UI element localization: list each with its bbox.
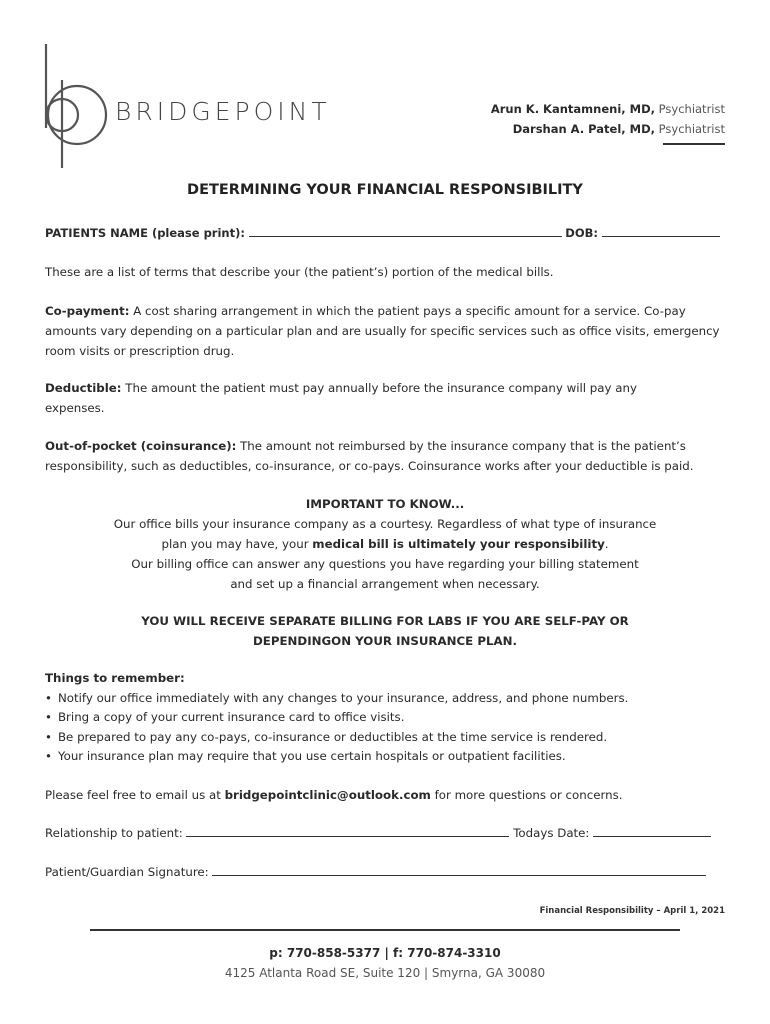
important-text: plan you may have, your [161,537,313,551]
list-item: • Be prepared to pay any co-pays, co-insurance or deductibles at the time service is rendered. [45,728,735,748]
relationship-field[interactable] [186,825,509,837]
list-item: • Your insurance plan may require that you use certain hospitals or outpatient facilities. [45,747,735,767]
dob-label: DOB: [565,226,598,240]
doctors-divider [663,143,725,145]
email-text: for more questions or concerns. [430,788,623,802]
signature-field[interactable] [212,864,706,876]
dob-field[interactable] [602,225,720,237]
patient-name-field[interactable] [249,225,562,237]
term-copayment [45,301,735,361]
doctor-name: Darshan A. Patel, MD, [512,122,656,136]
term-label: Co-payment: [45,304,130,318]
notice-line: DEPENDINGON YOUR INSURANCE PLAN. [253,634,517,648]
important-line: Our office bills your insurance company as a courtesy. Regardless of what type of insurance [113,517,657,531]
intro-text: These are a list of terms that describe your (the patient’s) portion of the medical bills. [45,265,554,279]
important-section [0,494,770,594]
revision-note: Financial Responsibility – April 1, 2021 [539,906,725,916]
doctors-list [491,99,725,139]
term-definition: The amount not reimbursed by the insurance company that is the patient’s responsibility, such as deductibles, co-insurance, or co-pays. Coinsurance works after your deductible is paid. [45,439,694,473]
things-heading: Things to remember: [45,671,185,685]
relationship-row [45,825,725,840]
brand-name-part2: POINT [234,97,331,126]
email-text: Please feel free to email us at [45,788,225,802]
term-label: Deductible: [45,381,122,395]
term-definition: The amount the patient must pay annually before the insurance company will pay any expenses. [45,381,637,415]
doctor-title: Psychiatrist [658,122,725,136]
brand-name-part1: BRIDGE [115,97,235,126]
term-out-of-pocket [45,436,735,476]
todays-date-label: Todays Date: [513,826,590,840]
patient-name-row [45,225,725,240]
important-line: Our billing office can answer any questions you have regarding your billing statement [131,557,639,571]
footer-address: 4125 Atlanta Road SE, Suite 120 | Smyrna, GA 30080 [224,966,546,980]
signature-row [45,864,725,879]
form-title: DETERMINING YOUR FINANCIAL RESPONSIBILITY [187,182,583,198]
term-label: Out-of-pocket (coinsurance): [45,439,237,453]
footer-contact: p: 770-858-5377 | f: 770-874-3310 [269,946,501,960]
important-emphasis: medical bill is ultimately your responsibility [312,537,605,551]
footer [0,943,770,983]
term-definition: A cost sharing arrangement in which the patient pays a specific amount for a service. Co-pay amounts vary depending on a particular plan and are usually for specific services such as office visits, emergency room visits or prescription drug. [45,304,720,358]
email-link[interactable]: bridgepointclinic@outlook.com [224,788,431,802]
footer-divider [90,929,680,931]
separate-billing-notice [0,611,770,651]
term-deductible [45,378,655,418]
relationship-label: Relationship to patient: [45,826,183,840]
doctor-name: Arun K. Kantamneni, MD, [490,102,656,116]
doctor-line [491,99,725,119]
bridgepoint-logo-icon [40,42,110,172]
doctor-title: Psychiatrist [658,102,725,116]
important-heading: IMPORTANT TO KNOW... [305,497,465,511]
important-line [0,534,770,554]
brand-name [115,97,331,126]
list-item: • Notify our office immediately with any changes to your insurance, address, and phone numbers. [45,689,735,709]
signature-label: Patient/Guardian Signature: [45,865,209,879]
things-to-remember [45,669,735,767]
notice-line: YOU WILL RECEIVE SEPARATE BILLING FOR LABS IF YOU ARE SELF-PAY OR [141,614,629,628]
doctor-line [491,119,725,139]
todays-date-field[interactable] [593,825,711,837]
list-item: • Bring a copy of your current insurance card to office visits. [45,708,735,728]
patient-name-label: PATIENTS NAME (please print): [45,226,245,240]
important-line: and set up a financial arrangement when necessary. [230,577,540,591]
email-line [45,785,735,805]
important-text: . [604,537,609,551]
